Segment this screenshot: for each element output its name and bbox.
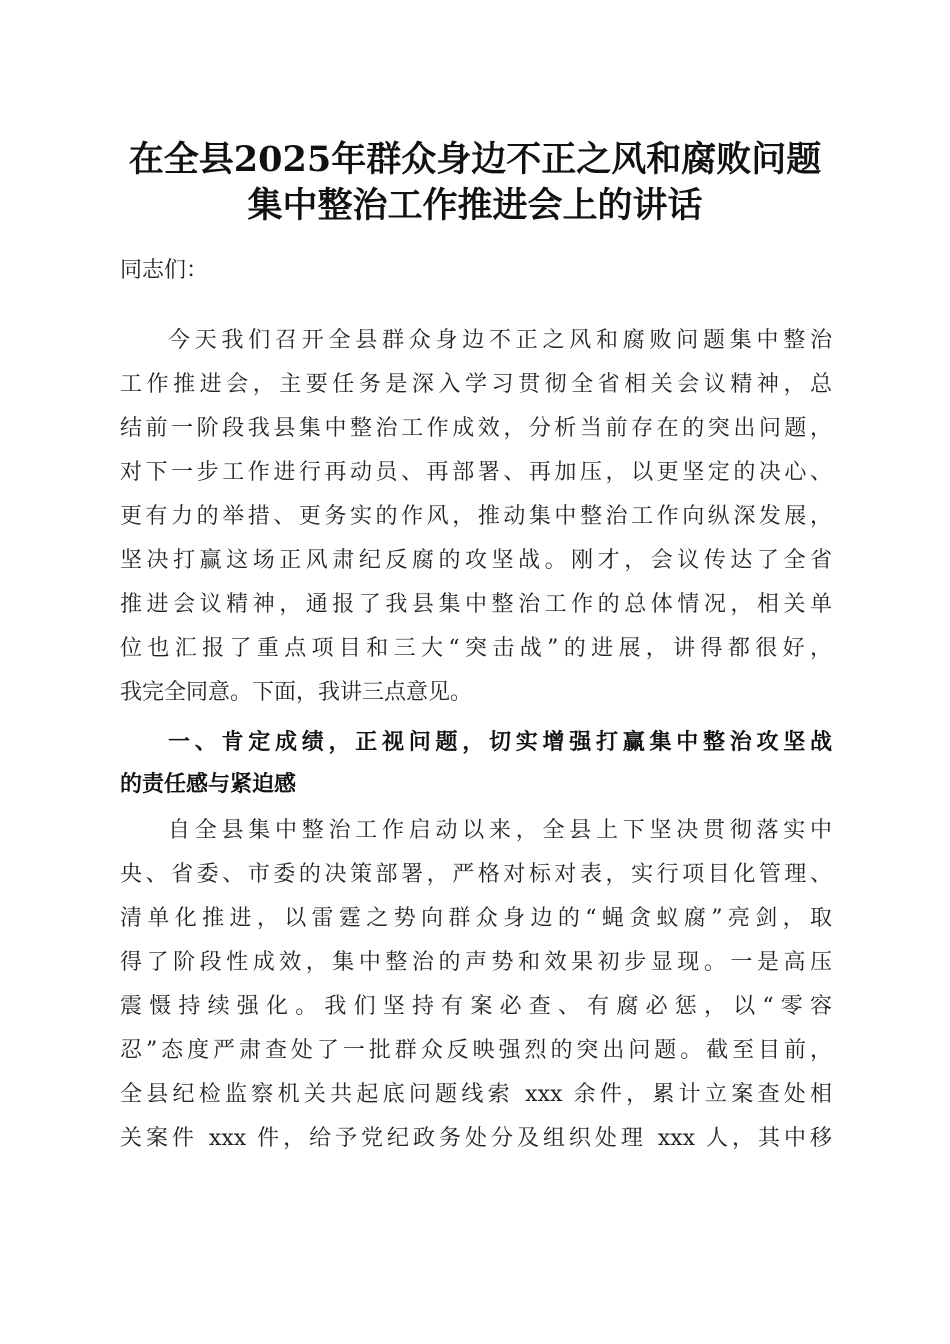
section-paragraph-line: 清单化推进，以雷霆之势向群众身边的“蝇贪蚁腐”亮剑，取 bbox=[120, 906, 832, 931]
intro-line: 坚决打赢这场正风肃纪反腐的攻坚战。刚才，会议传达了全省 bbox=[120, 548, 832, 573]
section-paragraph-line: 得了阶段性成效，集中整治的声势和效果初步显现。一是高压 bbox=[120, 950, 832, 975]
document-title-line-1: 在全县2025年群众身边不正之风和腐败问题 bbox=[128, 139, 822, 180]
section-heading-line-1: 一、肯定成绩，正视问题，切实增强打赢集中整治攻坚战 bbox=[168, 730, 832, 755]
intro-line: 推进会议精神，通报了我县集中整治工作的总体情况，相关单 bbox=[120, 592, 832, 617]
document-title-line-2: 集中整治工作推进会上的讲话 bbox=[247, 185, 703, 226]
intro-line: 更有力的举措、更务实的作风，推动集中整治工作向纵深发展， bbox=[120, 504, 832, 529]
section-paragraph-line: 关案件 xxx 件，给予党纪政务处分及组织处理 xxx 人，其中移 bbox=[120, 1126, 832, 1151]
intro-line: 我完全同意。下面，我讲三点意见。 bbox=[120, 680, 473, 705]
section-paragraph-line: 忍”态度严肃查处了一批群众反映强烈的突出问题。截至目前， bbox=[120, 1038, 832, 1063]
section-paragraph-line: 央、省委、市委的决策部署，严格对标对表，实行项目化管理、 bbox=[120, 862, 832, 887]
salutation: 同志们： bbox=[120, 258, 209, 283]
section-paragraph-line: 全县纪检监察机关共起底问题线索 xxx 余件，累计立案查处相 bbox=[120, 1082, 832, 1107]
intro-line: 工作推进会，主要任务是深入学习贯彻全省相关会议精神，总 bbox=[120, 372, 832, 397]
section-paragraph-line: 震慑持续强化。我们坚持有案必查、有腐必惩，以“零容 bbox=[120, 994, 832, 1019]
intro-line: 结前一阶段我县集中整治工作成效，分析当前存在的突出问题， bbox=[120, 416, 832, 441]
section-heading-line-2: 的责任感与紧迫感 bbox=[120, 772, 297, 797]
intro-line: 位也汇报了重点项目和三大“突击战”的进展，讲得都很好， bbox=[120, 636, 832, 661]
intro-line: 今天我们召开全县群众身边不正之风和腐败问题集中整治 bbox=[168, 328, 832, 353]
intro-line: 对下一步工作进行再动员、再部署、再加压，以更坚定的决心、 bbox=[120, 460, 832, 485]
section-paragraph-line: 自全县集中整治工作启动以来，全县上下坚决贯彻落实中 bbox=[168, 818, 832, 843]
